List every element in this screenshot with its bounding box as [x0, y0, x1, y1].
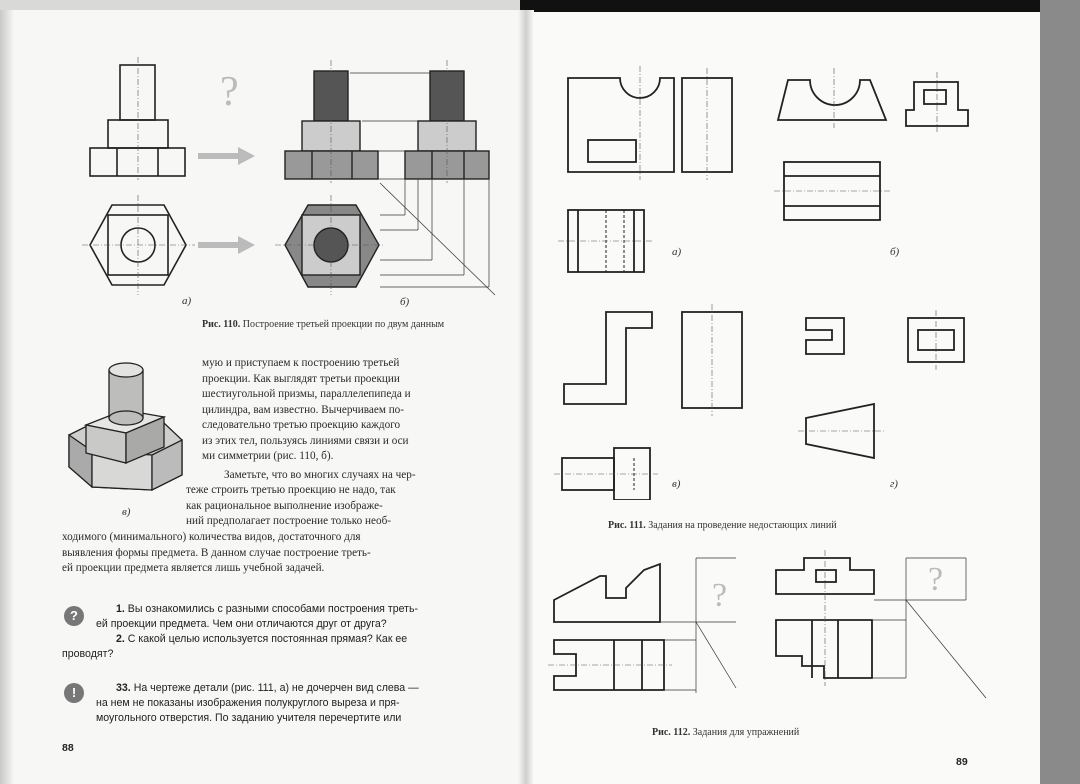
body-paragraph-2-cont [186, 483, 492, 530]
fig111-label-a: а) [672, 246, 682, 258]
text-line: проекции. Как выглядят третьи проекции [202, 372, 400, 385]
text-line: как рациональное выполнение изображе- [186, 499, 383, 512]
fig110-caption-text: Построение третьей проекции по двум данным [242, 319, 445, 330]
body-paragraph-1 [202, 356, 492, 465]
fig110a-front-prism [90, 148, 185, 176]
figure-110-isometric [64, 355, 189, 515]
question-icon: ? [64, 606, 84, 626]
page-number-right: 89 [956, 756, 968, 768]
fig110-label-v: в) [122, 506, 131, 518]
fig110-caption [202, 318, 502, 331]
question-1: 1. Вы ознакомились с разными способами построения треть- [116, 603, 419, 615]
arrow-icon [198, 147, 255, 165]
text-line: ний предполагает построение только необ- [186, 515, 392, 527]
text-line: мую и приступаем к построению третьей [202, 357, 400, 369]
text-line: следовательно третью проекцию каждого [202, 419, 401, 431]
figure-112 [546, 548, 996, 708]
fig110-label-a: а) [182, 295, 192, 307]
question-1-cont: ей проекции предмета. Чем они отличаются друг от друга? [96, 618, 387, 630]
question-2: 2. С какой целью используется постоянная прямая? Как ее [116, 633, 408, 645]
text-line: выявления формы предмета. В данном случае построение треть- [62, 546, 371, 559]
figure-111 [548, 60, 988, 500]
body-paragraph-3 [62, 530, 492, 577]
fig110-question-mark: ? [220, 69, 239, 115]
figure-110 [80, 55, 500, 310]
fig111-label-b: б) [890, 246, 900, 258]
fig110-caption-label: Рис. 110. [202, 319, 241, 330]
fig111-label-v: в) [672, 478, 681, 490]
page-number-left: 88 [62, 742, 74, 754]
text-line: шестиугольной призмы, параллелепипеда и [202, 388, 411, 400]
text-line: Заметьте, что во многих случаях на чер- [224, 469, 416, 481]
text-line: теже строить третью проекцию не надо, так [186, 484, 396, 496]
book-gutter [518, 10, 534, 784]
fig111-label-g: г) [890, 478, 898, 490]
book-binding [0, 10, 14, 784]
text-line: из этих тел, пользуясь линиями связи и оси [202, 434, 409, 447]
questions-block [96, 602, 496, 647]
task-icon: ! [64, 683, 84, 703]
text-line: ей проекции предмета является лишь учебной задачей. [62, 562, 325, 574]
arrow-icon [198, 236, 255, 254]
text-line: ми симметрии (рис. 110, б). [202, 450, 334, 462]
scan-dark-edge [520, 0, 1040, 12]
fig111-caption-label: Рис. 111. [608, 520, 646, 531]
fig111-caption [608, 519, 968, 532]
scan-background [1040, 0, 1080, 784]
text-line: ходимого (минимального) количества видов, достаточного для [62, 531, 361, 543]
body-paragraph-2 [186, 468, 492, 484]
fig111-caption-text: Задания на проведение недостающих линий [648, 520, 837, 531]
fig110-label-b: б) [400, 296, 410, 308]
text-line: цилиндра, вам известно. Вычерчиваем по- [202, 403, 404, 416]
task-33: 33. На чертеже детали (рис. 111, а) не дочерчен вид слева — на нем не показаны изображения полукруглого выреза и пря- моугольного отверстия. По заданию учителя перечертите или [96, 682, 419, 724]
question-2-cont: проводят? [62, 648, 114, 660]
fig112-caption-text: Задания для упражнений [692, 727, 800, 738]
fig110a-front-cylinder [120, 65, 155, 120]
fig112-caption [652, 726, 952, 739]
fig112-caption-label: Рис. 112. [652, 727, 691, 738]
fig112-question-mark-1: ? [712, 577, 728, 614]
fig112-question-mark-2: ? [928, 561, 944, 598]
